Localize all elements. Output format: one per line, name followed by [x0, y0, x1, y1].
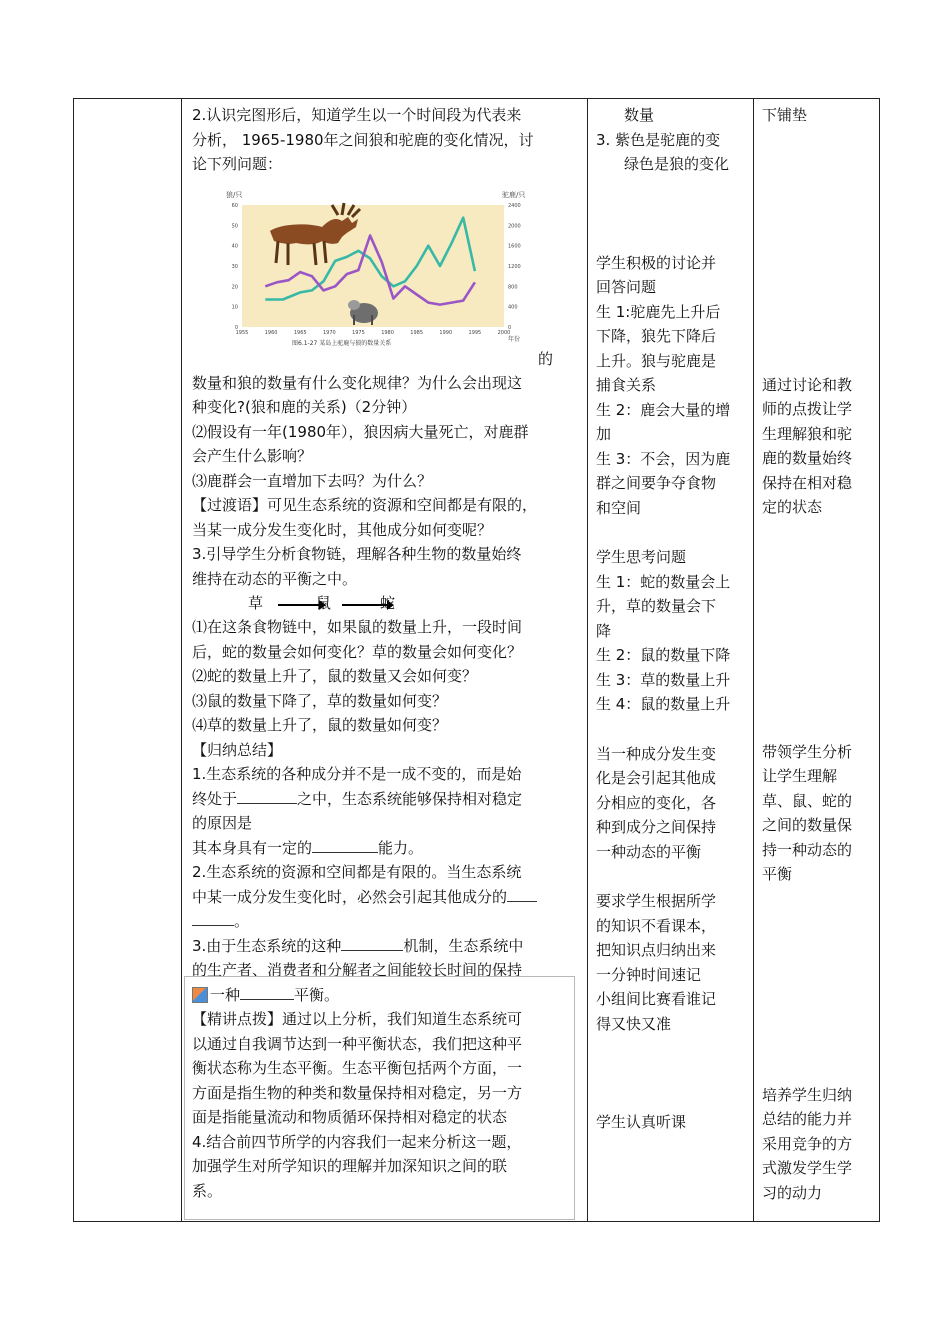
text-line: 数量和狼的数量有什么变化规律？为什么会出现这 — [192, 373, 523, 392]
text-line: ⑴在这条食物链中，如果鼠的数量上升，一段时间 — [192, 618, 523, 636]
text-line: 【过渡语】可见生态系统的资源和空间都是有限的， — [192, 496, 538, 514]
text-line: 生 2：鹿会大量的增 — [596, 400, 731, 419]
text-line: 绿色是狼的变化 — [624, 155, 730, 173]
text-line: 带领学生分析 — [762, 742, 853, 761]
text-line: 群之间要争夺食物 — [596, 474, 717, 492]
x-ticks — [236, 330, 511, 336]
y-left-tick-label: 0 — [234, 324, 238, 331]
chain-arrow — [278, 604, 320, 606]
y-left-tick-label: 30 — [231, 263, 238, 270]
text-fragment: 。 — [234, 912, 250, 930]
text-line: 小组间比赛看谁记 — [596, 990, 717, 1008]
text-line: 生 3：不会，因为鹿 — [596, 449, 731, 468]
text-line: ⑷草的数量上升了，鼠的数量如何变？ — [192, 716, 448, 734]
text-line: 学生思考问题 — [596, 548, 687, 566]
text-line: 一分钟时间速记 — [596, 965, 702, 984]
text-line: ⑶鼠的数量下降了，草的数量如何变？ — [192, 691, 448, 710]
text-line: 持一种动态的 — [762, 840, 853, 859]
food-chain — [192, 591, 579, 615]
text-line: 通过讨论和教 — [762, 375, 853, 394]
y-left-tick-label: 60 — [231, 202, 238, 209]
text-fragment: 3.由于生态系统的这种 — [192, 936, 342, 955]
text-line — [192, 909, 579, 934]
text-fragment: 其本身具有一定的 — [192, 838, 313, 857]
text-line — [192, 934, 579, 959]
text-line: 化是会引起其他成 — [596, 769, 717, 787]
x-tick-label: 1985 — [410, 329, 424, 336]
section-heading: 【归纳总结】 — [192, 740, 283, 759]
text-fragment: 能力。 — [378, 838, 424, 857]
y-right-tick-label: 0 — [508, 324, 512, 331]
x-tick-label: 1960 — [264, 329, 278, 336]
text-fragment: 平衡。 — [294, 985, 340, 1004]
text-line: ⑵蛇的数量上升了，鼠的数量又会如何变？ — [192, 667, 478, 685]
text-line: 加强学生对所学知识的理解并加深知识之间的联 — [192, 1157, 508, 1175]
y-right-tick-label: 2400 — [508, 202, 521, 209]
x-axis-label: 年份 — [508, 335, 521, 343]
chart-caption: 图6.1-27 某岛上驼鹿与狼的数量关系 — [292, 339, 392, 347]
fill-blank[interactable] — [341, 934, 403, 951]
y-right-tick-label: 2000 — [508, 222, 521, 229]
text-line: 采用竞争的方 — [762, 1134, 853, 1153]
y-right-tick-label: 400 — [508, 304, 518, 311]
text-line: 分相应的变化，各 — [596, 793, 717, 812]
text-line: 3. 紫色是驼鹿的变 — [596, 130, 721, 149]
text-line — [192, 885, 579, 910]
fill-blank[interactable] — [237, 787, 297, 804]
y-left-label: 狼/只 — [226, 190, 243, 199]
x-tick-label: 1955 — [235, 329, 249, 336]
text-line: 鹿的数量始终 — [762, 449, 853, 467]
text-line: 生理解狼和驼 — [762, 424, 853, 443]
y-right-tick-label: 800 — [508, 283, 518, 290]
text-line: 让学生理解 — [762, 767, 838, 785]
text-line: 下铺垫 — [762, 106, 808, 124]
text-line: 师的点拨让学 — [762, 400, 853, 418]
x-tick-label: 1995 — [468, 329, 482, 336]
text-line: 下降，狼先下降后 — [596, 327, 717, 345]
x-tick-label: 1965 — [293, 329, 307, 336]
text-fragment: 之中，生态系统能够保持相对稳定 — [297, 789, 523, 808]
text-line: 论下列问题： — [192, 155, 283, 173]
text-fragment: 一种 — [210, 985, 241, 1004]
y-left-tick-label: 50 — [231, 222, 238, 229]
text-line: 生 1:驼鹿先上升后 — [596, 302, 721, 321]
text-line: 的原因是 — [192, 814, 253, 832]
text-line: 把知识点归纳出来 — [596, 941, 717, 959]
y-left-tick-label: 10 — [231, 304, 238, 311]
text-line: 4.结合前四节所学的内容我们一起来分析这一题， — [192, 1132, 522, 1151]
text-line: 当某一成分发生变化时，其他成分如何变呢？ — [192, 520, 493, 539]
text-box-frame — [184, 976, 575, 1220]
text-line: 方面是指生物的种类和数量保持相对稳定，另一方 — [192, 1083, 523, 1102]
fill-blank[interactable] — [192, 909, 234, 926]
text-line: 降 — [596, 621, 612, 640]
text-line: 衡状态称为生态平衡。生态平衡包括两个方面，一 — [192, 1059, 523, 1077]
cell-student-activity — [588, 99, 754, 1222]
text-line: 培养学生归纳 — [762, 1085, 853, 1104]
text-line: 维持在动态的平衡之中。 — [192, 569, 358, 588]
text-line: 上升。狼与驼鹿是 — [596, 351, 717, 370]
x-tick-label: 1975 — [352, 329, 365, 336]
text-line: ⑵假设有一年(1980年），狼因病大量死亡，对鹿群 — [192, 422, 529, 441]
fill-blank[interactable] — [312, 836, 378, 853]
text-line: 面是指能量流动和物质循环保持相对稳定的状态 — [192, 1108, 508, 1126]
y-left-ticks — [232, 203, 238, 331]
chain-item-grass: 草 — [248, 594, 264, 612]
text-line: 一种动态的平衡 — [596, 842, 702, 861]
text-line: 后，蛇的数量会如何变化？草的数量会如何变化？ — [192, 642, 523, 661]
text-line: 生 1：蛇的数量会上 — [596, 572, 731, 591]
y-right-ticks — [508, 203, 521, 331]
text-line: 的知识不看课本， — [596, 916, 717, 935]
x-tick-label: 1970 — [322, 329, 336, 336]
chain-item-snake: 蛇 — [380, 594, 396, 612]
text-line: 之间的数量保 — [762, 816, 853, 834]
text-line: 回答问题 — [596, 278, 657, 296]
text-line: 的生产者、消费者和分解者之间能较长时间的保持 — [192, 961, 523, 979]
wolf-moose-chart — [202, 187, 532, 347]
y-right-tick-label: 1600 — [508, 243, 521, 250]
text-line: 加 — [596, 425, 612, 443]
y-right-tick-label: 1200 — [508, 263, 521, 270]
text-line: 生 2：鼠的数量下降 — [596, 646, 731, 664]
y-left-tick-label: 40 — [231, 243, 238, 250]
text-line: 草、鼠、蛇的 — [762, 791, 853, 810]
text-line: 2.认识完图形后，知道学生以一个时间段为代表来 — [192, 106, 522, 124]
text-line: 得又快又准 — [596, 1014, 672, 1033]
text-fragment: 中某一成分发生变化时，必然会引起其他成分的 — [192, 887, 508, 906]
text-line: 会产生什么影响？ — [192, 447, 313, 465]
x-tick-label: 1980 — [381, 329, 394, 336]
text-line: 定的状态 — [762, 498, 823, 516]
y-left-tick-label: 20 — [231, 283, 238, 290]
x-tick-label: 1990 — [439, 329, 453, 336]
text-line: 学生积极的讨论并 — [596, 253, 717, 272]
text-line: 【精讲点拨】通过以上分析，我们知道生态系统可 — [192, 1010, 523, 1028]
text-fragment: 的 — [538, 349, 554, 368]
text-line: 生 3：草的数量上升 — [596, 670, 731, 689]
fill-blank[interactable] — [507, 885, 537, 902]
y-right-label: 驼鹿/只 — [502, 190, 526, 199]
chain-item-mouse: 鼠 — [316, 594, 332, 612]
cell-stage — [74, 99, 182, 1222]
text-line: 种变化?(狼和鹿的关系)（2分钟） — [192, 398, 417, 416]
text-line: 数量 — [624, 106, 655, 124]
text-line — [192, 836, 579, 861]
question-1-line — [192, 347, 579, 371]
text-line: 和空间 — [596, 498, 642, 517]
text-line: 式激发学生学 — [762, 1159, 853, 1177]
text-line: 捕食关系 — [596, 376, 657, 394]
text-line: 要求学生根据所学 — [596, 892, 717, 910]
cell-design-purpose — [754, 99, 880, 1222]
text-line — [192, 787, 579, 812]
text-line: 系。 — [192, 1181, 223, 1200]
text-line: 种到成分之间保持 — [596, 818, 717, 836]
text-line: 当一种成分发生变 — [596, 744, 717, 763]
x-tick-label: 2000 — [497, 329, 511, 336]
text-line: 保持在相对稳 — [762, 473, 853, 492]
text-line: 1.生态系统的各种成分并不是一成不变的，而是始 — [192, 765, 522, 783]
text-line: 3.引导学生分析食物链，理解各种生物的数量始终 — [192, 545, 522, 563]
text-line: ⑶鹿群会一直增加下去吗？为什么？ — [192, 471, 433, 490]
text-fragment: 机制，生态系统中 — [403, 936, 524, 955]
text-line: 升，草的数量会下 — [596, 597, 717, 615]
text-line: 习的动力 — [762, 1183, 823, 1202]
text-line: 学生认真听课 — [596, 1113, 687, 1131]
text-line: 生 4：鼠的数量上升 — [596, 695, 731, 713]
chart-svg — [202, 187, 532, 347]
text-line: 以通过自我调节达到一种平衡状态，我们把这种平 — [192, 1034, 523, 1053]
text-line: 分析， 1965-1980年之间狼和驼鹿的变化情况，讨 — [192, 130, 534, 149]
text-line: 总结的能力并 — [762, 1110, 853, 1128]
text-line: 平衡 — [762, 865, 793, 883]
text-line: 2.生态系统的资源和空间都是有限的。当生态系统 — [192, 863, 522, 881]
text-fragment: 终处于 — [192, 789, 238, 808]
